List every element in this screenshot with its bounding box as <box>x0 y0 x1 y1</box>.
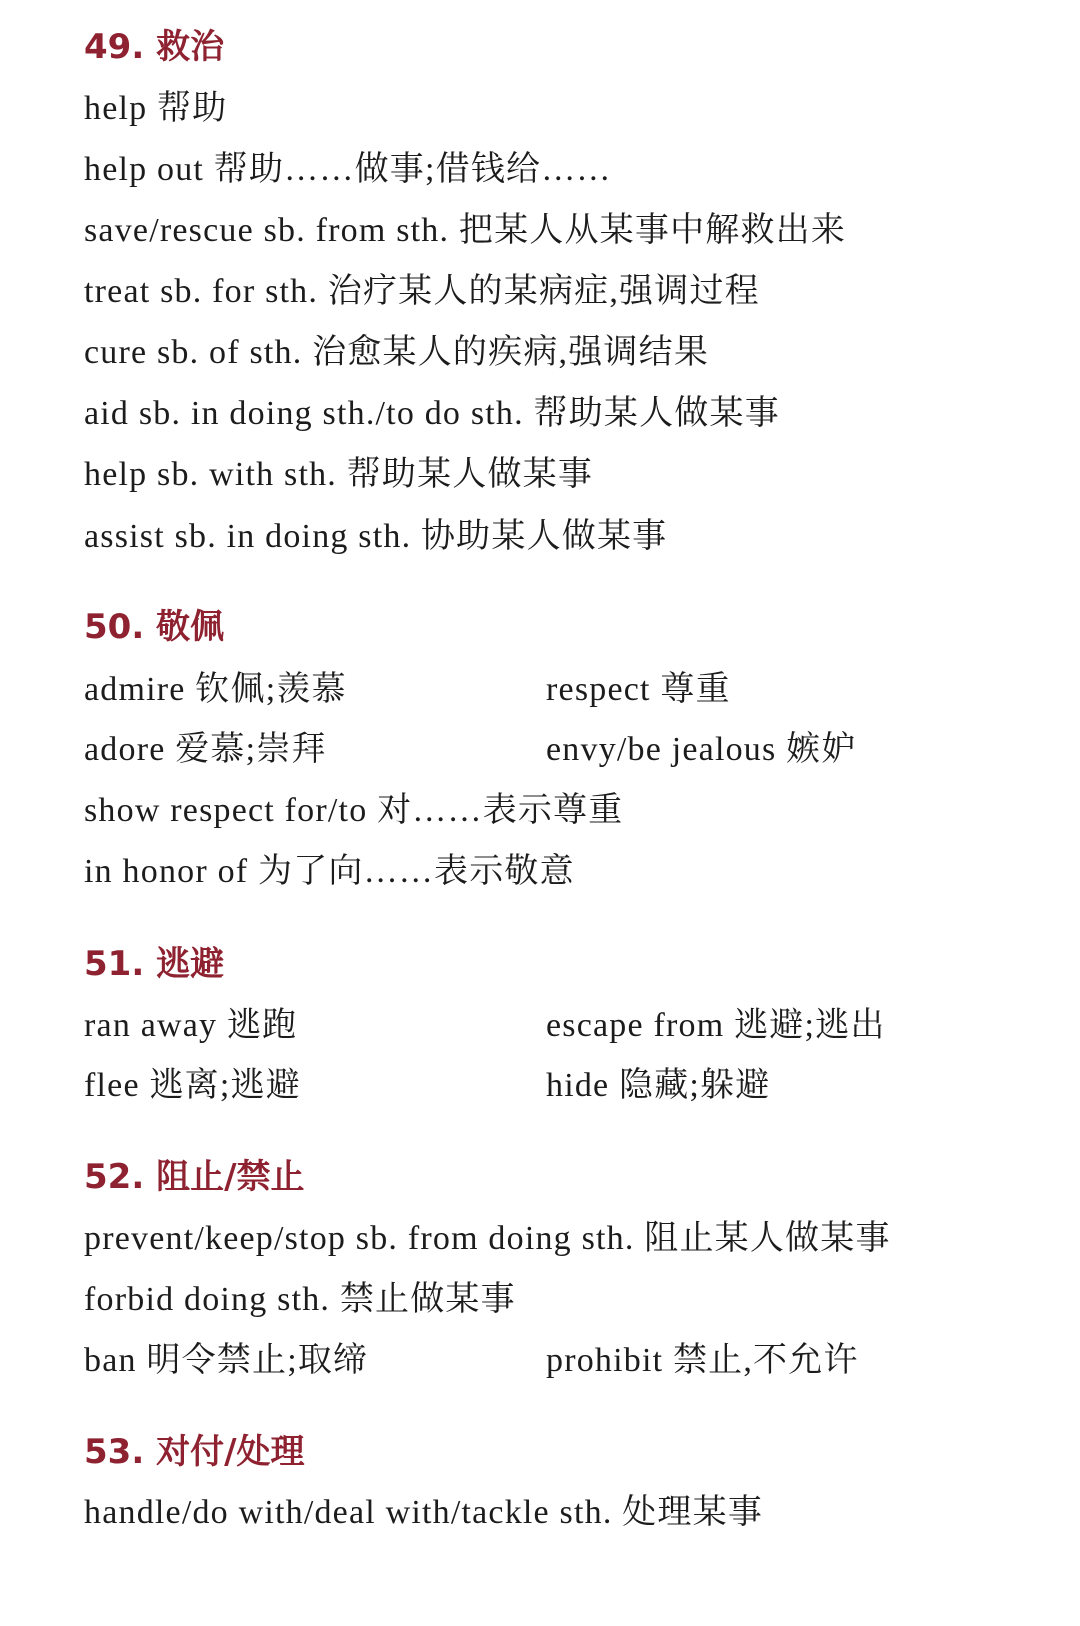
vocab-line: aid sb. in doing sth./to do sth. 帮助某人做某事 <box>84 395 780 432</box>
vocab-line: show respect for/to 对……表示尊重 <box>84 792 624 829</box>
section-heading-49: 49. 救治 <box>84 27 225 67</box>
vocab-line: respect 尊重 <box>546 671 731 708</box>
vocab-line: handle/do with/deal with/tackle sth. 处理某事 <box>84 1494 764 1531</box>
vocab-line: help out 帮助……做事;借钱给…… <box>84 151 612 188</box>
vocab-line: ban 明令禁止;取缔 <box>84 1342 369 1379</box>
vocab-line: prevent/keep/stop sb. from doing sth. 阻止某人做某事 <box>84 1220 891 1257</box>
vocab-line: admire 钦佩;羡慕 <box>84 671 347 708</box>
vocab-line: hide 隐藏;躲避 <box>546 1067 771 1104</box>
section-heading-53: 53. 对付/处理 <box>84 1432 305 1472</box>
section-heading-52: 52. 阻止/禁止 <box>84 1157 305 1197</box>
vocab-line: help 帮助 <box>84 90 228 127</box>
vocab-line: ran away 逃跑 <box>84 1007 298 1044</box>
vocab-line: save/rescue sb. from sth. 把某人从某事中解救出来 <box>84 212 847 249</box>
section-heading-50: 50. 敬佩 <box>84 607 225 647</box>
vocab-line: cure sb. of sth. 治愈某人的疾病,强调结果 <box>84 334 710 371</box>
vocab-line: flee 逃离;逃避 <box>84 1067 301 1104</box>
vocab-line: prohibit 禁止,不允许 <box>546 1342 859 1379</box>
vocab-line: assist sb. in doing sth. 协助某人做某事 <box>84 518 668 555</box>
vocab-line: escape from 逃避;逃出 <box>546 1007 886 1044</box>
vocab-line: adore 爱慕;崇拜 <box>84 731 327 768</box>
vocab-line: help sb. with sth. 帮助某人做某事 <box>84 456 594 493</box>
section-heading-51: 51. 逃避 <box>84 944 225 984</box>
vocab-line: forbid doing sth. 禁止做某事 <box>84 1281 516 1318</box>
vocab-line: envy/be jealous 嫉妒 <box>546 731 857 768</box>
vocab-line: in honor of 为了向……表示敬意 <box>84 853 575 890</box>
vocab-line: treat sb. for sth. 治疗某人的某病症,强调过程 <box>84 273 760 310</box>
